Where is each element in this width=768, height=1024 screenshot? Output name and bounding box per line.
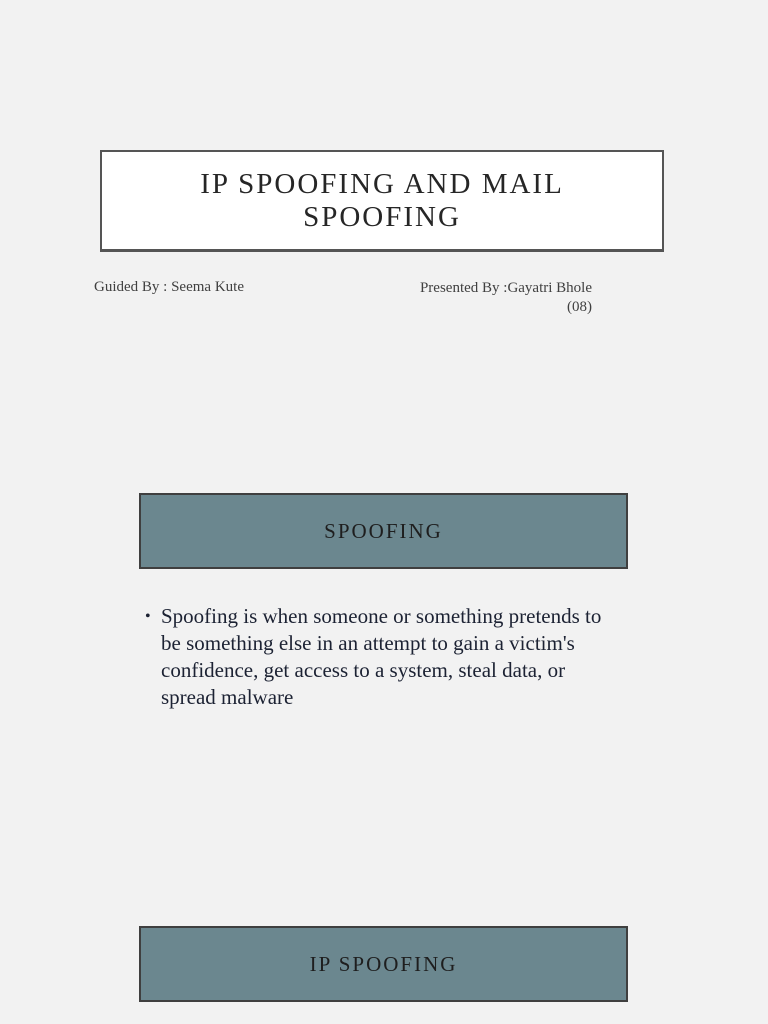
section-heading-ip-spoofing [139,926,628,1002]
bullet-list [145,603,615,711]
title-box [100,150,664,252]
section-heading-text: SPOOFING [324,518,443,543]
presented-by-block [400,279,592,317]
bullet-text: Spoofing is when someone or something pretends to be something else in an attempt to gain a victim's confidence, get access to a system, steal data, or spread malware [161,604,602,709]
presented-by-name: Presented By :Gayatri Bhole [419,280,592,296]
page-title: IP SPOOFING AND MAIL SPOOFING [200,167,564,233]
guided-by-text: Guided By : Seema Kute [94,279,244,295]
section-heading-text: IP SPOOFING [309,951,458,976]
list-item [145,603,615,711]
section-heading-spoofing [139,493,628,569]
presented-by-roll: (08) [567,299,592,315]
bullet-icon: • [145,608,151,625]
